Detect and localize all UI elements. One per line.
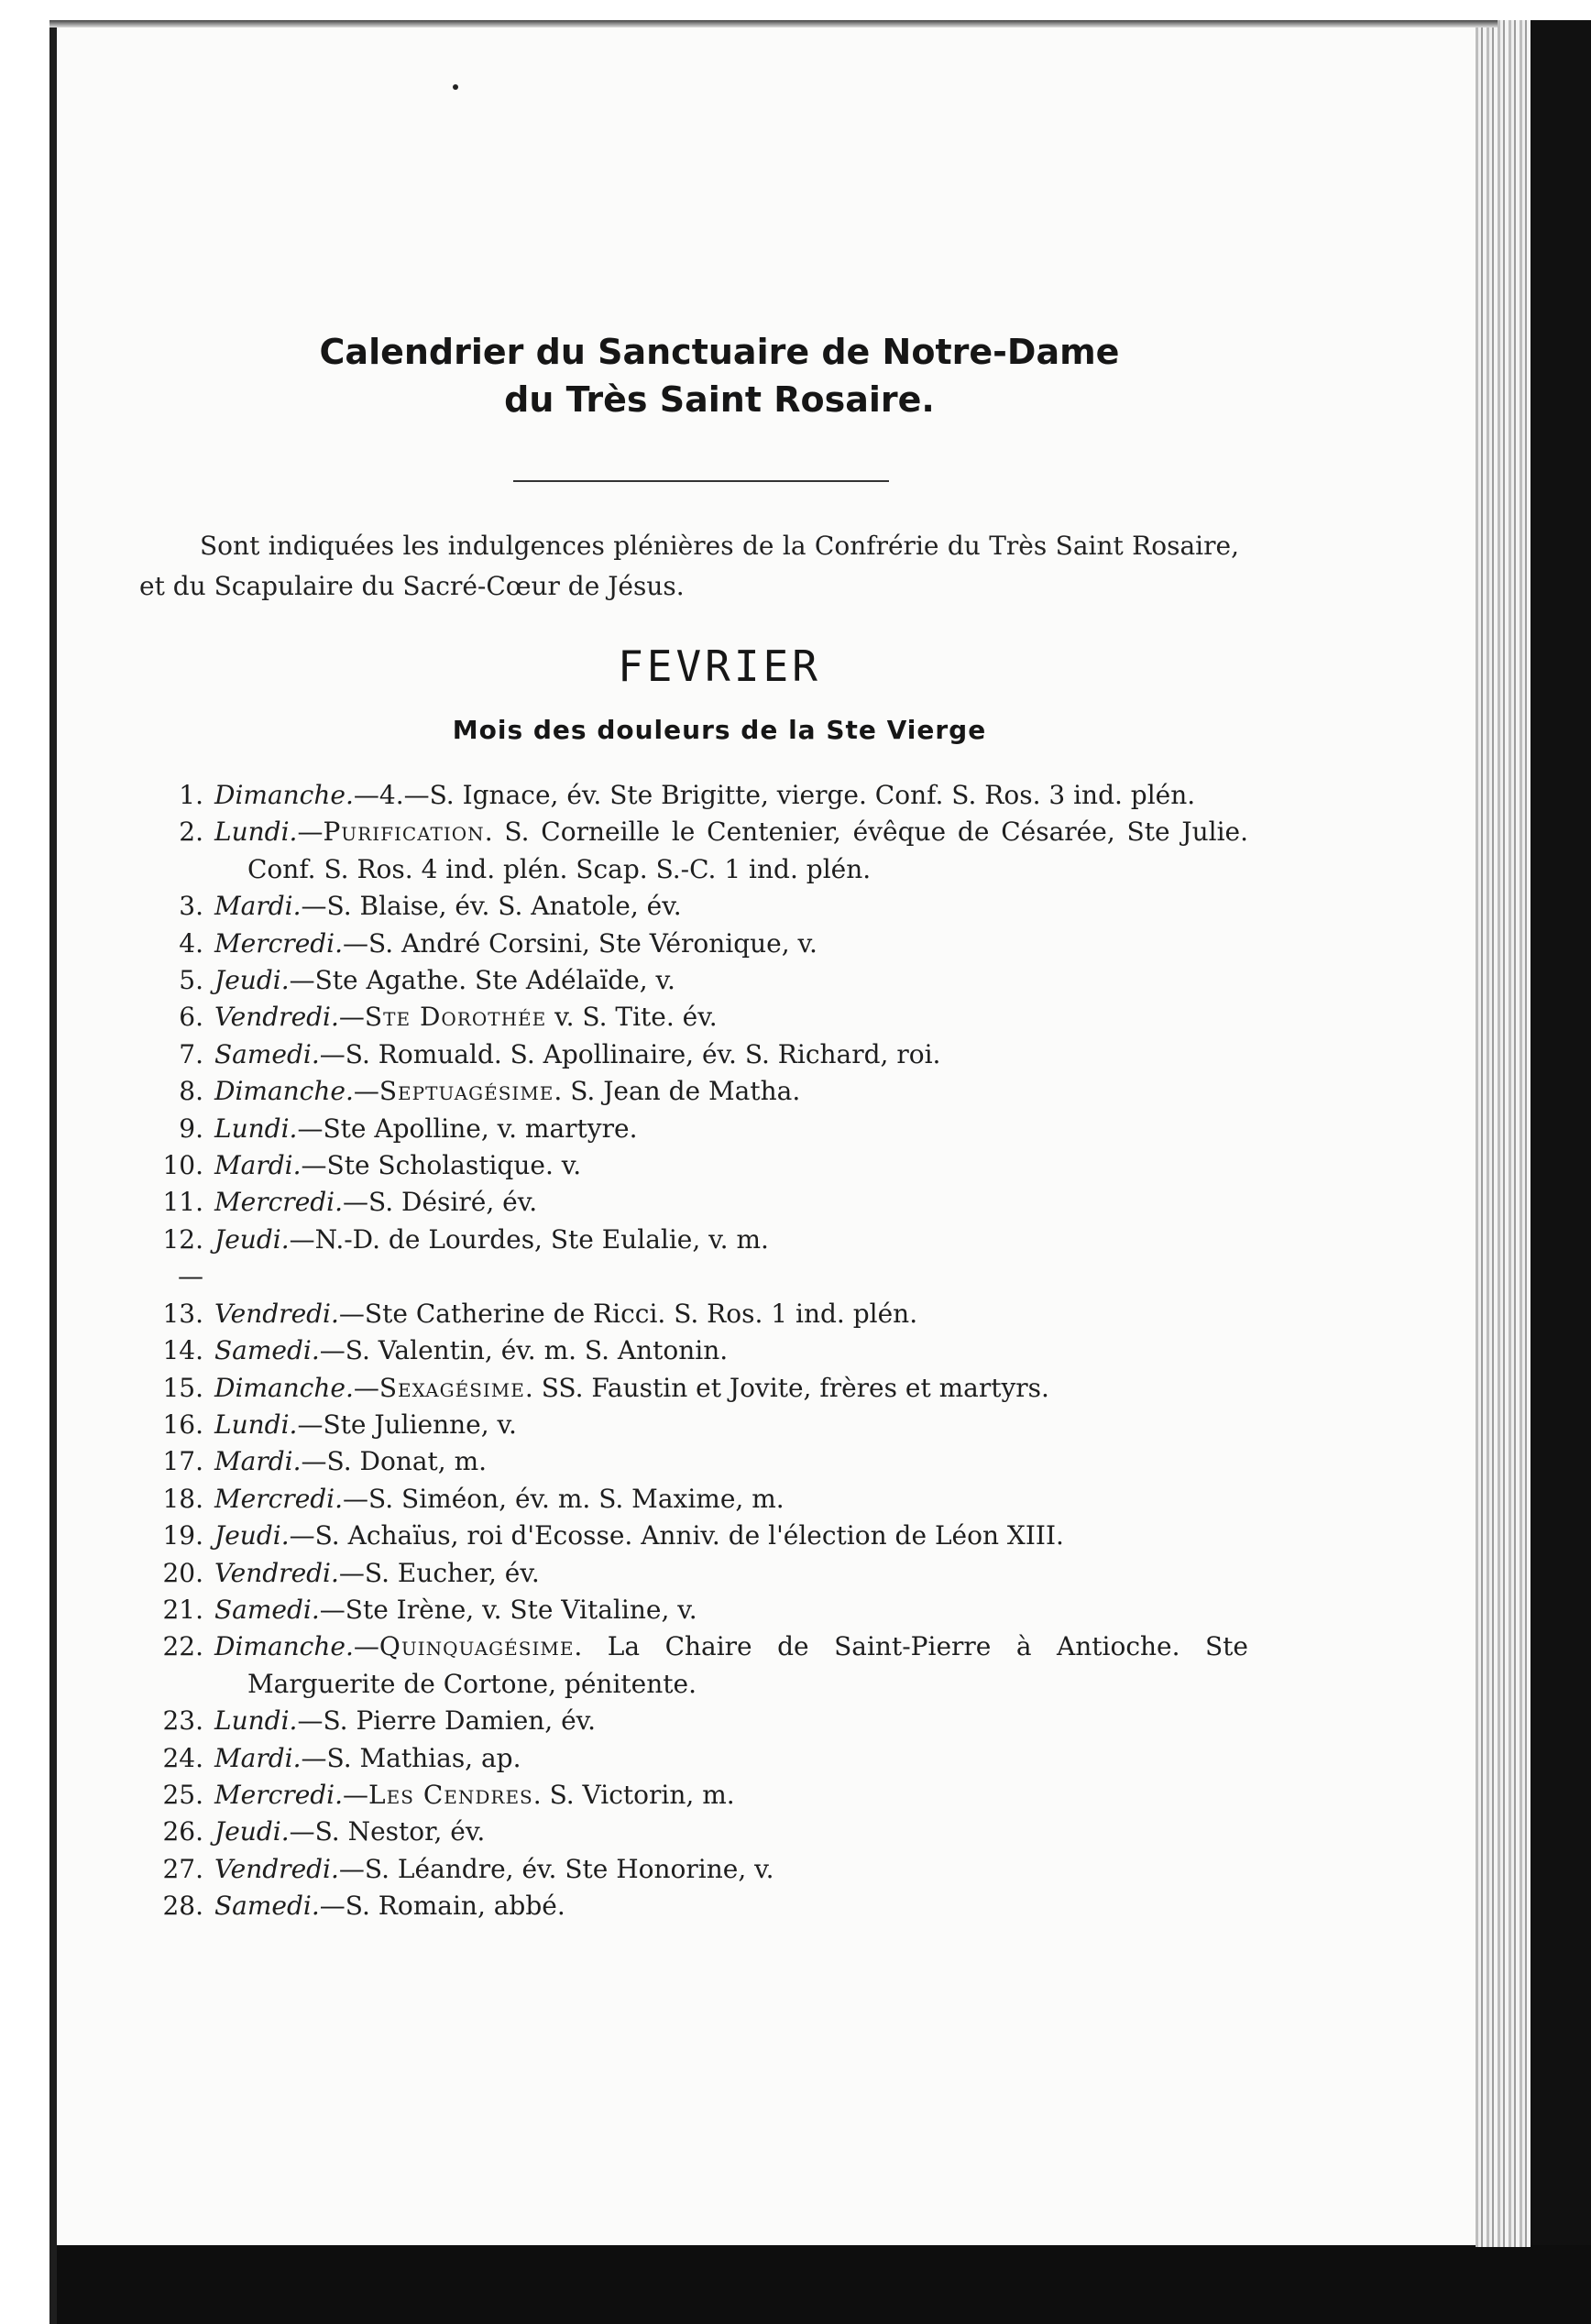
calendar-entry [139, 1592, 1248, 1628]
entry-day: Dimanche. [214, 1631, 354, 1662]
entry-number: 13. [162, 1298, 203, 1329]
entry-body [214, 1888, 1248, 1924]
book-gutter [49, 20, 57, 2324]
entry-body [214, 1777, 1248, 1814]
entry-number: 11. [162, 1187, 203, 1218]
entry-number: 18. [162, 1483, 203, 1514]
entry-body [214, 777, 1248, 814]
entry-number: 9. [179, 1113, 203, 1144]
entry-body [214, 1111, 1248, 1147]
entry-text: v. S. Tite. év. [546, 1002, 718, 1033]
entry-feast: Purification [323, 817, 485, 848]
calendar-entry [139, 814, 1248, 888]
entry-day: Vendredi. [214, 1557, 339, 1588]
entry-dash: — [297, 817, 324, 848]
entry-number: 25. [162, 1779, 203, 1810]
entry-text: —S. Désiré, év. [343, 1187, 538, 1218]
entry-day: Mardi. [214, 1150, 302, 1181]
entry-text: —N.-D. de Lourdes, Ste Eulalie, v. m. [289, 1223, 769, 1255]
entry-dash: — [338, 1002, 365, 1033]
entry-number: 26. [162, 1816, 203, 1847]
calendar-entry [139, 1296, 1248, 1332]
entry-feast: Ste Dorothée [364, 1002, 547, 1033]
entry-number: 20. [162, 1557, 203, 1588]
entry-day: Jeudi. [214, 1816, 290, 1847]
ink-dot [453, 84, 458, 90]
entry-number: 6. [179, 1002, 203, 1033]
entry-day: Mercredi. [214, 927, 344, 959]
calendar-entry [139, 1036, 1248, 1073]
entry-body [214, 1222, 1248, 1296]
entry-number: 7. [179, 1038, 203, 1069]
entry-text: —Ste Julienne, v. [297, 1409, 517, 1440]
entry-day: Jeudi. [214, 1520, 290, 1551]
entry-day: Mercredi. [214, 1779, 344, 1810]
entry-body [214, 1592, 1248, 1628]
entry-number: 16. [162, 1409, 203, 1440]
entry-day: Mardi. [214, 1742, 302, 1773]
calendar-entry [139, 1184, 1248, 1221]
entry-text: . La Chaire de Saint-Pierre à Antioche. Ste Marguerite de Cortone, pénitente. [247, 1631, 1248, 1699]
entry-day: Dimanche. [214, 1076, 354, 1107]
entry-number: 5. [179, 965, 203, 996]
page-top-shadow [49, 20, 1498, 27]
entry-number: 15. [162, 1372, 203, 1403]
entry-day: Samedi. [214, 1335, 320, 1366]
entry-number: 24. [162, 1742, 203, 1773]
entry-body [214, 814, 1248, 888]
calendar-entry [139, 1518, 1248, 1554]
entry-body [214, 1370, 1248, 1407]
entry-body [214, 1073, 1248, 1110]
entry-text: —S. Léandre, év. Ste Honorine, v. [338, 1853, 774, 1884]
calendar-entry [139, 1443, 1248, 1480]
entry-number: 1. [179, 780, 203, 810]
entry-body [214, 1036, 1248, 1073]
title-line-2: du Très Saint Rosaire. [504, 379, 935, 420]
scan-right-background [1529, 20, 1591, 2324]
entry-dash: — [353, 1372, 379, 1403]
entry-number: 27. [162, 1853, 203, 1884]
calendar-entry [139, 962, 1248, 999]
title-divider [513, 480, 889, 482]
entry-day: Dimanche. [214, 780, 354, 810]
entry-number: 22. [162, 1631, 203, 1662]
entry-feast: Septuagésime [379, 1076, 554, 1107]
entry-number: 3. [179, 891, 203, 922]
entry-text: —Ste Catherine de Ricci. S. Ros. 1 ind. plén. [338, 1298, 918, 1329]
entry-text: —S. André Corsini, Ste Véronique, v. [343, 927, 817, 959]
calendar-entry [139, 1628, 1248, 1703]
entry-text: . S. Victorin, m. [532, 1779, 735, 1810]
calendar-entry [139, 1481, 1248, 1518]
entry-body [214, 1147, 1248, 1184]
entry-day: Dimanche. [214, 1372, 354, 1403]
entry-number: 21. [162, 1594, 203, 1625]
entry-number: 2. [179, 817, 203, 848]
entry-day: Mercredi. [214, 1187, 344, 1218]
scan-bottom-background [49, 2245, 1591, 2324]
entry-day: Mardi. [214, 891, 302, 922]
entry-body [214, 1518, 1248, 1554]
entry-body [214, 1332, 1248, 1369]
calendar-list [139, 777, 1248, 1925]
entry-body [214, 1628, 1248, 1703]
calendar-entry [139, 1703, 1248, 1739]
entry-feast: Les Cendres [368, 1779, 533, 1810]
entry-feast: Sexagésime [379, 1372, 525, 1403]
calendar-entry [139, 888, 1248, 925]
entry-day: Lundi. [214, 1705, 298, 1737]
entry-body [214, 1814, 1248, 1850]
entry-day: Mardi. [214, 1446, 302, 1477]
entry-text: . SS. Faustin et Jovite, frères et martyrs. [524, 1372, 1049, 1403]
entry-text: —S. Romain, abbé. [319, 1891, 565, 1922]
entry-day: Vendredi. [214, 1853, 339, 1884]
intro-paragraph: Sont indiquées les indulgences plénières de la Confrérie du Très Saint Rosaire, et du Scapulaire du Sacré-Cœur de Jésus. [139, 531, 1239, 601]
entry-number: 28. [162, 1891, 203, 1922]
entry-number: 23. [162, 1705, 203, 1737]
calendar-entry [139, 999, 1248, 1036]
entry-body [214, 1851, 1248, 1888]
entry-text: —Ste Agathe. Ste Adélaïde, v. [289, 965, 675, 996]
calendar-entry [139, 1740, 1248, 1777]
entry-text: —S. Eucher, év. [338, 1557, 540, 1588]
entry-text: —S. Mathias, ap. [301, 1742, 521, 1773]
calendar-entry [139, 1555, 1248, 1592]
entry-dash: — [353, 1631, 379, 1662]
calendar-entry [139, 1370, 1248, 1407]
entry-text: —4.—S. Ignace, év. Ste Brigitte, vierge. Conf. S. Ros. 3 ind. plén. [353, 780, 1196, 810]
page-stack-edge [1476, 20, 1531, 2247]
entry-number: 8. [179, 1076, 203, 1107]
month-heading: FEVRIER [618, 641, 821, 691]
entry-text: —S. Romuald. S. Apollinaire, év. S. Richard, roi. [319, 1038, 941, 1069]
entry-day: Lundi. [214, 1113, 298, 1144]
entry-number: 12.— [162, 1223, 203, 1292]
entry-body [214, 999, 1248, 1036]
entry-body [214, 1184, 1248, 1221]
calendar-entry [139, 1851, 1248, 1888]
calendar-entry [139, 1407, 1248, 1443]
entry-text: —S. Nestor, év. [289, 1816, 486, 1847]
entry-body [214, 962, 1248, 999]
calendar-entry [139, 1222, 1248, 1296]
entry-number: 19. [162, 1520, 203, 1551]
calendar-entry [139, 1073, 1248, 1110]
entry-feast: Quinquagésime [379, 1631, 575, 1662]
entry-number: 17. [162, 1446, 203, 1477]
entry-dash: — [343, 1779, 369, 1810]
entry-body [214, 926, 1248, 962]
entry-dash: — [353, 1076, 379, 1107]
entry-number: 4. [179, 927, 203, 959]
calendar-entry [139, 1777, 1248, 1814]
entry-day: Jeudi. [214, 965, 290, 996]
page-title [183, 328, 1256, 423]
entry-day: Samedi. [214, 1891, 320, 1922]
calendar-entry [139, 926, 1248, 962]
entry-text: —S. Pierre Damien, év. [297, 1705, 597, 1737]
entry-day: Vendredi. [214, 1002, 339, 1033]
entry-text: —S. Achaïus, roi d'Ecosse. Anniv. de l'élection de Léon XIII. [289, 1520, 1064, 1551]
entry-text: . S. Jean de Matha. [554, 1076, 801, 1107]
entry-day: Samedi. [214, 1594, 320, 1625]
entry-body [214, 1481, 1248, 1518]
entry-day: Mercredi. [214, 1483, 344, 1514]
scan-left-margin [0, 0, 53, 2324]
entry-text: . S. Corneille le Centenier, évêque de Césarée, Ste Julie. Conf. S. Ros. 4 ind. plén. Scap. S.-C. 1 ind. plén. [247, 817, 1248, 884]
calendar-entry [139, 1332, 1248, 1369]
entry-text: —Ste Apolline, v. martyre. [297, 1113, 638, 1144]
entry-text: —Ste Scholastique. v. [301, 1150, 582, 1181]
entry-text: —S. Blaise, év. S. Anatole, év. [301, 891, 682, 922]
calendar-entry [139, 1147, 1248, 1184]
calendar-entry [139, 1814, 1248, 1850]
entry-text: —S. Siméon, év. m. S. Maxime, m. [343, 1483, 785, 1514]
entry-number: 14. [162, 1335, 203, 1366]
entry-body [214, 1703, 1248, 1739]
entry-body [214, 888, 1248, 925]
calendar-entry [139, 777, 1248, 814]
entry-text: —S. Donat, m. [301, 1446, 488, 1477]
title-line-1: Calendrier du Sanctuaire de Notre-Dame [319, 332, 1120, 372]
entry-day: Jeudi. [214, 1223, 290, 1255]
entry-day: Samedi. [214, 1038, 320, 1069]
entry-body [214, 1443, 1248, 1480]
entry-text: —Ste Irène, v. Ste Vitaline, v. [319, 1594, 697, 1625]
entry-text: —S. Valentin, év. m. S. Antonin. [319, 1335, 729, 1366]
entry-day: Lundi. [214, 817, 298, 848]
entry-day: Lundi. [214, 1409, 298, 1440]
entry-number: 10. [162, 1150, 203, 1181]
calendar-entry [139, 1888, 1248, 1924]
entry-body [214, 1296, 1248, 1332]
entry-body [214, 1407, 1248, 1443]
entry-body [214, 1740, 1248, 1777]
month-subtitle: Mois des douleurs de la Ste Vierge [452, 715, 987, 745]
entry-body [214, 1555, 1248, 1592]
entry-day: Vendredi. [214, 1298, 339, 1329]
calendar-entry [139, 1111, 1248, 1147]
